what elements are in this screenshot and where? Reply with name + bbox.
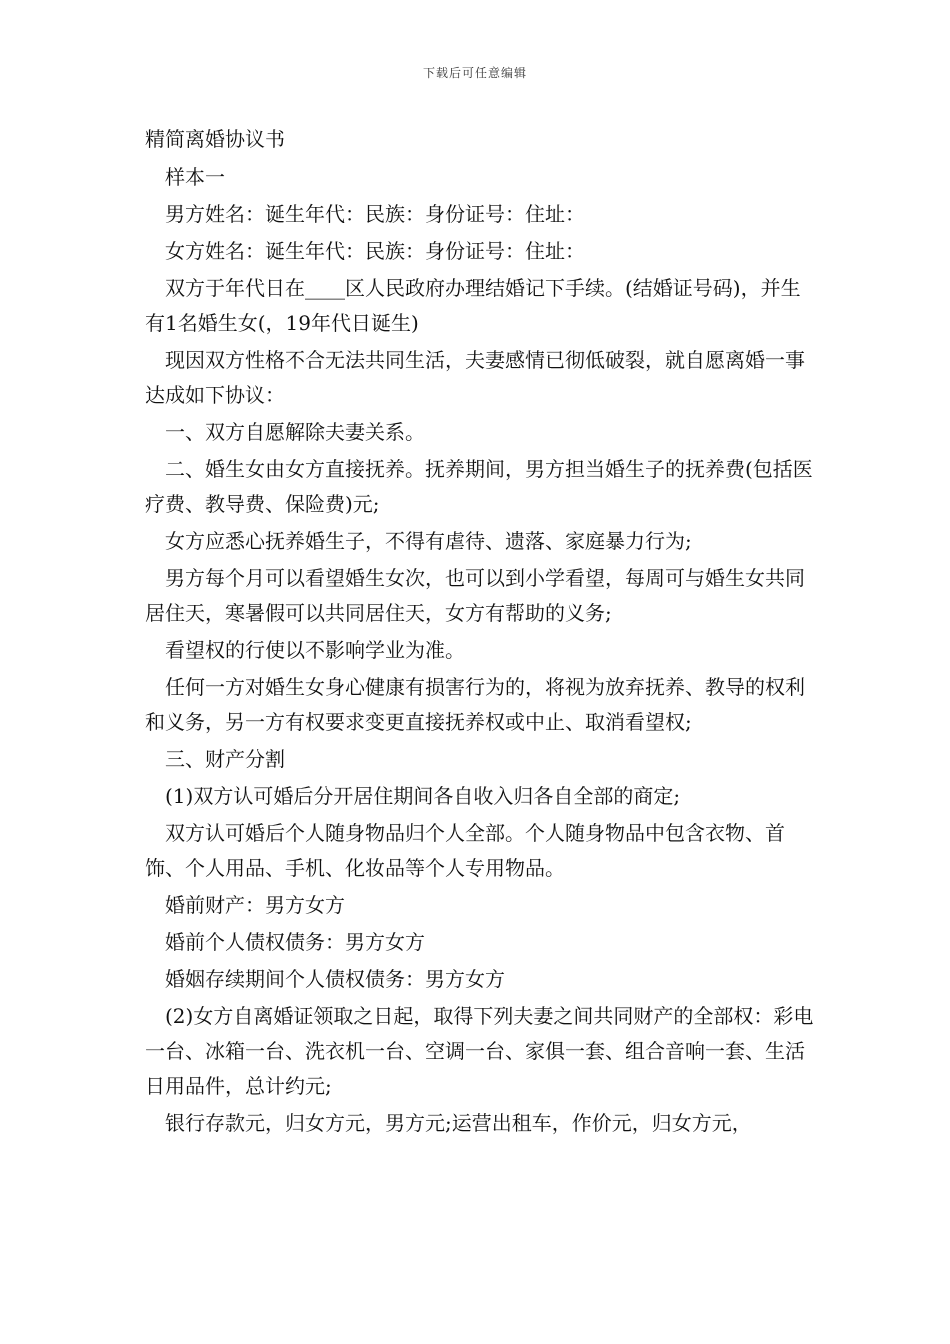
paragraph-marriage-registration: 双方于年代日在____区人民政府办理结婚记下手续。(结婚证号码)，并生有1名婚生女(，19年代日诞生) [145, 276, 801, 335]
paragraph-personal-items: 双方认可婚后个人随身物品归个人全部。个人随身物品中包含衣物、首饰、个人用品、手机、化妆品等个人专用物品。 [145, 821, 785, 880]
paragraph-female-duty: 女方应悉心抚养婚生子，不得有虐待、遗落、家庭暴力行为; [165, 529, 692, 553]
paragraph-male-info: 男方姓名：诞生年代：民族：身份证号：住址： [165, 202, 585, 226]
paragraph-property-2: (2)女方自离婚证领取之日起，取得下列夫妻之间共同财产的全部权：彩电一台、冰箱一台、洗衣机一台、空调一台、家俱一套、组合音响一套、生活日用品件，总计约元; [145, 1004, 814, 1098]
paragraph-property-1: (1)双方认可婚后分开居住期间各自收入归各自全部的商定; [165, 784, 681, 808]
page-header-note: 下载后可任意编辑 [422, 66, 527, 80]
document-title: 精简离婚协议书 [145, 127, 285, 151]
paragraph-clause-1: 一、双方自愿解除夫妻关系。 [165, 420, 425, 444]
paragraph-premarital-debts: 婚前个人债权债务：男方女方 [165, 930, 425, 954]
paragraph-clause-3-heading: 三、财产分割 [165, 747, 285, 771]
paragraph-sample-label: 样本一 [165, 165, 225, 189]
paragraph-divorce-reason: 现因双方性格不合无法共同生活，夫妻感情已彻低破裂，就自愿离婚一事达成如下协议： [145, 348, 805, 407]
paragraph-visitation-limit: 看望权的行使以不影响学业为准。 [165, 638, 465, 662]
paragraph-bank-deposits: 银行存款元，归女方元，男方元;运营出租车，作价元，归女方元， [165, 1111, 752, 1135]
paragraph-marital-debts: 婚姻存续期间个人债权债务：男方女方 [165, 967, 505, 991]
paragraph-harm-clause: 任何一方对婚生女身心健康有损害行为的，将视为放弃抚养、教导的权利和义务，另一方有权要求变更直接抚养权或中止、取消看望权; [145, 675, 805, 734]
paragraph-premarital-property: 婚前财产：男方女方 [165, 893, 345, 917]
document-body [145, 122, 815, 1143]
paragraph-female-info: 女方姓名：诞生年代：民族：身份证号：住址： [165, 239, 585, 263]
paragraph-clause-2: 二、婚生女由女方直接抚养。抚养期间，男方担当婚生子的抚养费(包括医疗费、教导费、保险费)元; [145, 457, 813, 516]
paragraph-visitation: 男方每个月可以看望婚生女次，也可以到小学看望，每周可与婚生女共同居住天，寒暑假可以共同居住天，女方有帮助的义务; [145, 566, 805, 625]
